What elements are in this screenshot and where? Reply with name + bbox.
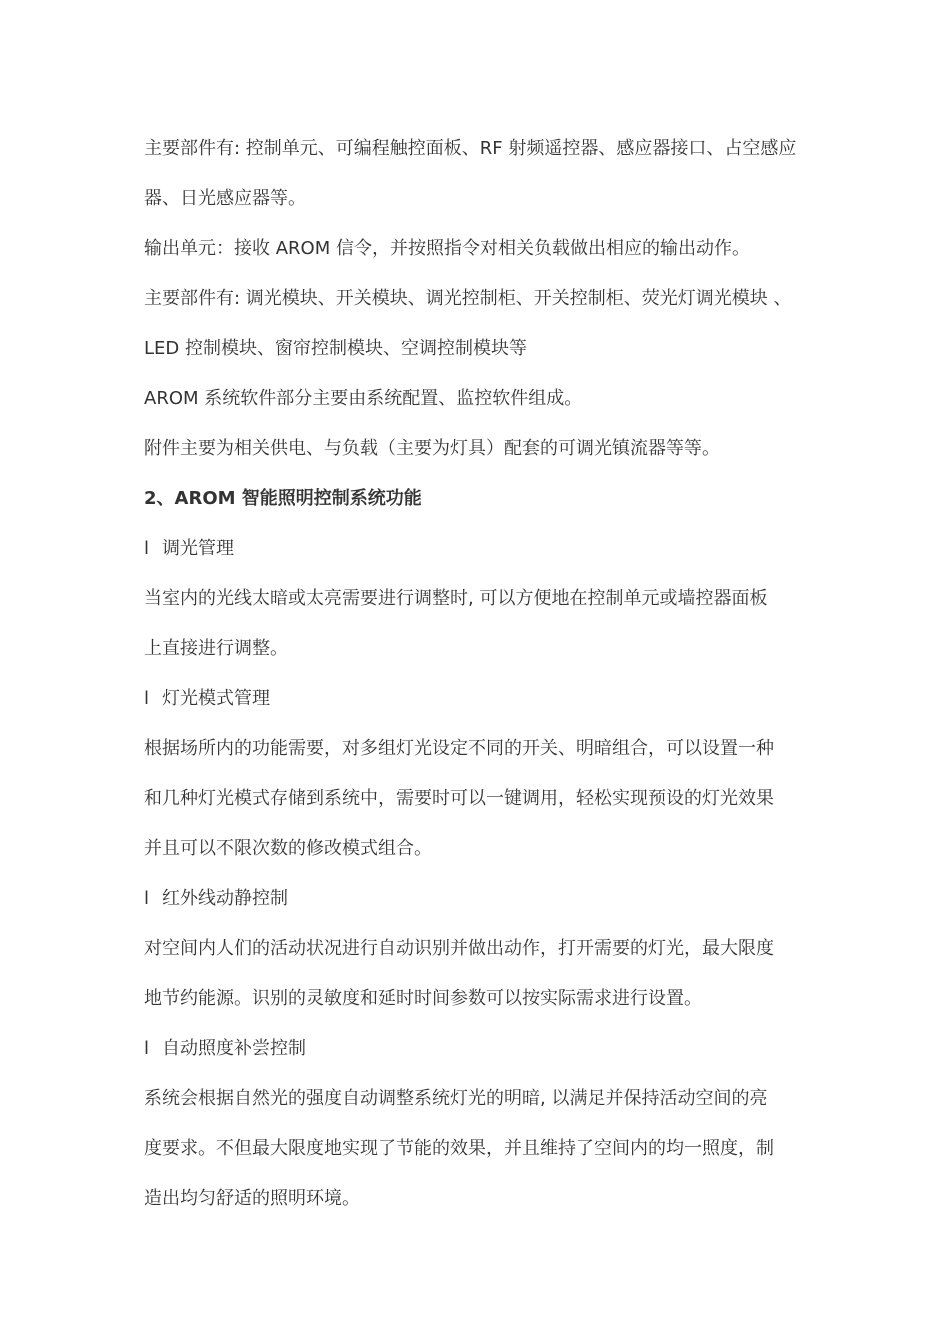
paragraph [144, 574, 820, 674]
text-line [144, 774, 820, 824]
bullet-item [144, 874, 820, 924]
bullet-marker: l [144, 1038, 150, 1059]
line-text: 和几种灯光模式存储到系统中，需要时可以一键调用，轻松实现预设的灯光效果 [144, 788, 774, 809]
paragraph [144, 724, 820, 874]
text-line [144, 274, 820, 324]
line-text: AROM 系统软件部分主要由系统配置、监控软件组成。 [144, 388, 583, 409]
bullet-item [144, 524, 820, 574]
text-line [144, 724, 820, 774]
text-line [144, 874, 820, 924]
line-text: 造出均匀舒适的照明环境。 [144, 1188, 360, 1209]
text-line [144, 124, 820, 174]
text-line [144, 1024, 820, 1074]
text-line [144, 424, 820, 474]
line-text: 附件主要为相关供电、与负载（主要为灯具）配套的可调光镇流器等等。 [144, 438, 720, 459]
text-line [144, 224, 820, 274]
paragraph [144, 424, 820, 474]
line-text: 并且可以不限次数的修改模式组合。 [144, 838, 432, 859]
bullet-marker: l [144, 538, 150, 559]
text-line [144, 474, 820, 524]
text-line [144, 624, 820, 674]
paragraph [144, 224, 820, 274]
text-line [144, 674, 820, 724]
bullet-marker: l [144, 888, 150, 909]
paragraph [144, 924, 820, 1024]
line-text: 灯光模式管理 [162, 688, 270, 709]
text-line [144, 924, 820, 974]
text-line [144, 174, 820, 224]
line-text: 地节约能源。识别的灵敏度和延时时间参数可以按实际需求进行设置。 [144, 988, 702, 1009]
line-text: 输出单元：接收 AROM 信令，并按照指令对相关负载做出相应的输出动作。 [144, 238, 750, 259]
line-text: 度要求。不但最大限度地实现了节能的效果，并且维持了空间内的均一照度，制 [144, 1138, 774, 1159]
text-line [144, 324, 820, 374]
text-line [144, 1074, 820, 1124]
text-line [144, 1174, 820, 1224]
line-text: 上直接进行调整。 [144, 638, 288, 659]
bullet-item [144, 1024, 820, 1074]
text-line [144, 524, 820, 574]
bullet-item [144, 674, 820, 724]
line-text: 当室内的光线太暗或太亮需要进行调整时, 可以方便地在控制单元或墙控器面板 [144, 588, 768, 609]
line-text: 自动照度补尝控制 [162, 1038, 306, 1059]
line-text: 调光管理 [162, 538, 234, 559]
line-text: 根据场所内的功能需要，对多组灯光设定不同的开关、明暗组合，可以设置一种 [144, 738, 774, 759]
paragraph [144, 124, 820, 224]
line-text: LED 控制模块、窗帘控制模块、空调控制模块等 [144, 338, 527, 359]
line-text: 2、AROM 智能照明控制系统功能 [144, 488, 422, 509]
section-heading [144, 474, 820, 524]
line-text: 对空间内人们的活动状况进行自动识别并做出动作，打开需要的灯光，最大限度 [144, 938, 774, 959]
line-text: 器、日光感应器等。 [144, 188, 306, 209]
text-line [144, 574, 820, 624]
bullet-marker: l [144, 688, 150, 709]
paragraph [144, 374, 820, 424]
text-line [144, 1124, 820, 1174]
line-text: 系统会根据自然光的强度自动调整系统灯光的明暗, 以满足并保持活动空间的亮 [144, 1088, 768, 1109]
document-body [144, 124, 820, 1224]
line-text: 红外线动静控制 [162, 888, 288, 909]
text-line [144, 374, 820, 424]
line-text: 主要部件有: 控制单元、可编程触控面板、RF 射频遥控器、感应器接口、占空感应 [144, 138, 797, 159]
paragraph [144, 1074, 820, 1224]
paragraph [144, 274, 820, 374]
text-line [144, 974, 820, 1024]
line-text: 主要部件有: 调光模块、开关模块、调光控制柜、开关控制柜、荧光灯调光模块 、 [144, 288, 792, 309]
text-line [144, 824, 820, 874]
